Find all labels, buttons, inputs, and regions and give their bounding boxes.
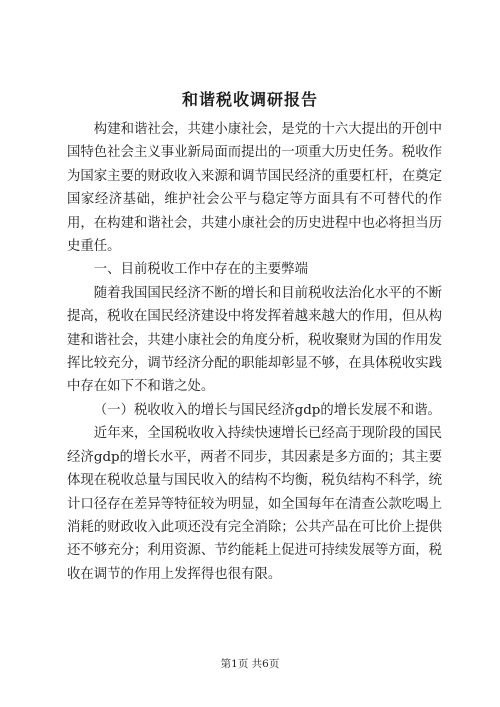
subsection-heading-1: （一）税收收入的增长与国民经济gdp的增长发展不和谐。: [93, 402, 441, 418]
paragraph-section-1: 随着我国国民经济不断的增长和目前税收法治化水平的不断提高，税收在国民经济建设中将发挥着越来越大的作用，但从构建和谐社会，共建小康社会的角度分析，税收聚财为国的作用发挥比较充分，调节经济分配的职能却彰显不够，在具体税收实践中存在如下不和谐之处。: [67, 285, 442, 395]
page-number: 第1页 共6页: [220, 658, 280, 670]
section-heading-1: 一、目前税收工作中存在的主要弊端: [93, 262, 309, 278]
paragraph-intro: 构建和谐社会，共建小康社会，是党的十六大提出的开创中国特色社会主义事业新局面而提出的一项重大历史任务。税收作为国家主要的财政收入来源和调节国民经济的重要杠杆，在奠定国家经济基础，维护社会公平与稳定等方面具有不可替代的作用，在构建和谐社会，共建小康社会的历史进程中也必将担当历史重任。: [67, 122, 442, 255]
document-body: [67, 118, 442, 586]
paragraph-subsection-1: 近年来，全国税收收入持续快速增长已经高于现阶段的国民经济gdp的增长水平，两者不同步，其因素是多方面的；其主要体现在税收总量与国民收入的结构不均衡，税负结构不科学，统计口径存在差异等特征较为明显，如全国每年在清查公款吃喝上消耗的财政收入此项还没有完全消除；公共产品在可比价上提供还不够充分；利用资源、节约能耗上促进可持续发展等方面，税收在调节的作用上发挥得也很有限。: [67, 426, 442, 582]
document-title: 和谐税收调研报告: [181, 90, 318, 109]
